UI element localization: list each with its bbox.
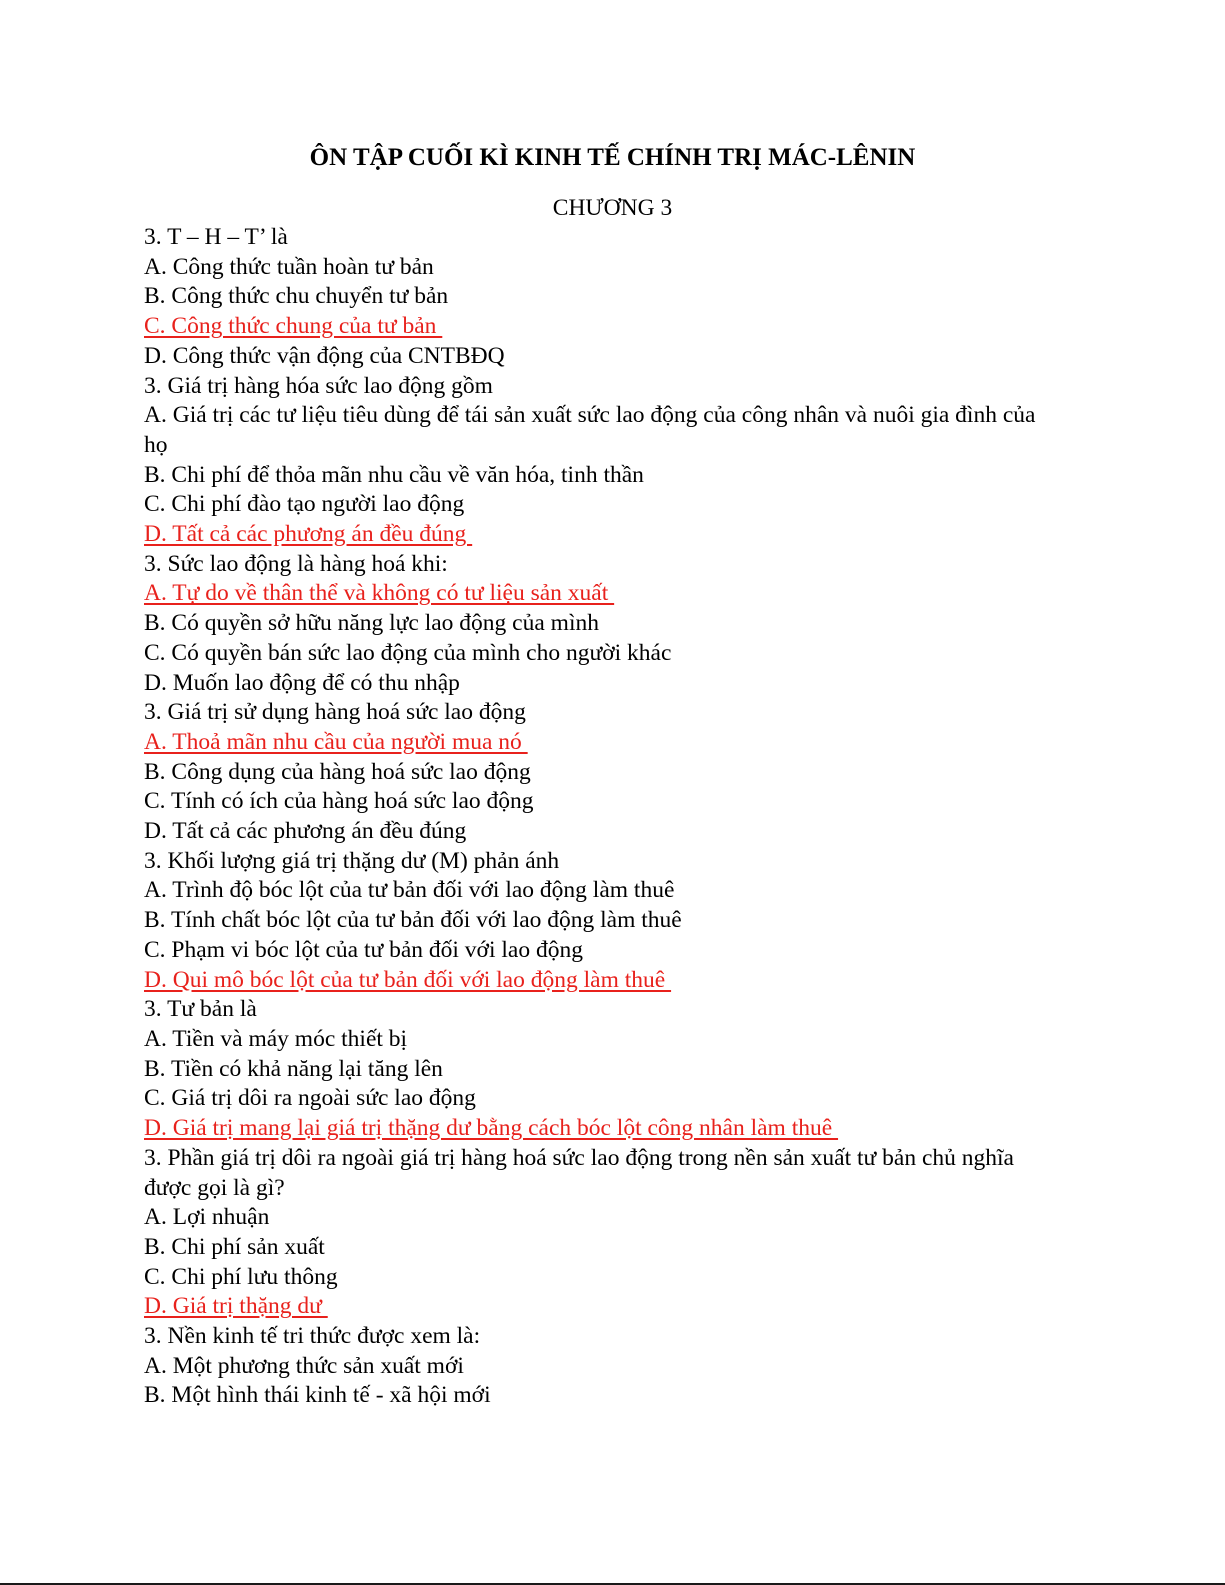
answer-option-correct: D. Giá trị mang lại giá trị thặng dư bằng cách bóc lột công nhân làm thuê xyxy=(144,1115,839,1142)
answer-option: C. Chi phí đào tạo người lao động xyxy=(144,491,465,518)
answer-option-correct: D. Giá trị thặng dư xyxy=(144,1293,328,1320)
answer-option: B. Tính chất bóc lột của tư bản đối với lao động làm thuê xyxy=(144,907,682,934)
chapter-heading: CHƯƠNG 3 xyxy=(552,195,673,221)
answer-option: A. Công thức tuần hoàn tư bản xyxy=(144,253,434,280)
question-text: 3. T – H – T’ là xyxy=(144,224,288,250)
answer-option: B. Một hình thái kinh tế - xã hội mới xyxy=(144,1382,491,1409)
answer-option: B. Công dụng của hàng hoá sức lao động xyxy=(144,758,531,785)
question-text: 3. Tư bản là xyxy=(144,996,257,1023)
question-text: 3. Khối lượng giá trị thặng dư (M) phản ánh xyxy=(144,847,560,874)
answer-option: D. Muốn lao động để có thu nhập xyxy=(144,669,460,696)
answer-option: A. Tiền và máy móc thiết bị xyxy=(144,1025,408,1052)
answer-option-correct: C. Công thức chung của tư bản xyxy=(144,313,443,340)
answer-option: A. Trình độ bóc lột của tư bản đối với lao động làm thuê xyxy=(144,877,675,904)
answer-option: C. Phạm vi bóc lột của tư bản đối với lao động xyxy=(144,936,583,963)
answer-option: B. Chi phí để thỏa mãn nhu cầu về văn hóa, tinh thần xyxy=(144,461,644,488)
answer-option: C. Tính có ích của hàng hoá sức lao động xyxy=(144,788,534,815)
answer-option: C. Có quyền bán sức lao động của mình cho người khác xyxy=(144,639,672,666)
answer-option: D. Công thức vận động của CNTBĐQ xyxy=(144,342,505,369)
answer-option: B. Tiền có khả năng lại tăng lên xyxy=(144,1055,443,1082)
answer-option: B. Công thức chu chuyển tư bản xyxy=(144,283,449,310)
answer-option-correct: A. Thoả mãn nhu cầu của người mua nó xyxy=(144,728,528,755)
document-title: ÔN TẬP CUỐI KÌ KINH TẾ CHÍNH TRỊ MÁC-LÊNIN xyxy=(309,144,916,171)
question-text: 3. Nền kinh tế tri thức được xem là: xyxy=(144,1323,481,1350)
answer-option: A. Một phương thức sản xuất mới xyxy=(144,1352,464,1379)
answer-option: B. Có quyền sở hữu năng lực lao động của mình xyxy=(144,610,599,637)
question-list xyxy=(144,223,1044,1411)
question-text: 3. Sức lao động là hàng hoá khi: xyxy=(144,550,448,577)
answer-option: C. Chi phí lưu thông xyxy=(144,1263,338,1290)
answer-option-correct: D. Qui mô bóc lột của tư bản đối với lao động làm thuê xyxy=(144,966,672,993)
answer-option: A. Lợi nhuận xyxy=(144,1204,270,1231)
answer-option-correct: A. Tự do về thân thể và không có tư liệu sản xuất xyxy=(144,580,615,607)
answer-option: C. Giá trị dôi ra ngoài sức lao động xyxy=(144,1085,476,1112)
answer-option: D. Tất cả các phương án đều đúng xyxy=(144,818,467,845)
answer-option-correct: D. Tất cả các phương án đều đúng xyxy=(144,521,473,548)
answer-option: A. Giá trị các tư liệu tiêu dùng để tái sản xuất sức lao động của công nhân và nuôi gia đình của họ xyxy=(144,402,1042,458)
question-text: 3. Giá trị hàng hóa sức lao động gồm xyxy=(144,372,493,399)
question-text: 3. Giá trị sử dụng hàng hoá sức lao động xyxy=(144,699,526,726)
question-text: 3. Phần giá trị dôi ra ngoài giá trị hàng hoá sức lao động trong nền sản xuất tư bản chủ nghĩa được gọi là gì? xyxy=(144,1144,1020,1201)
answer-option: B. Chi phí sản xuất xyxy=(144,1233,325,1260)
